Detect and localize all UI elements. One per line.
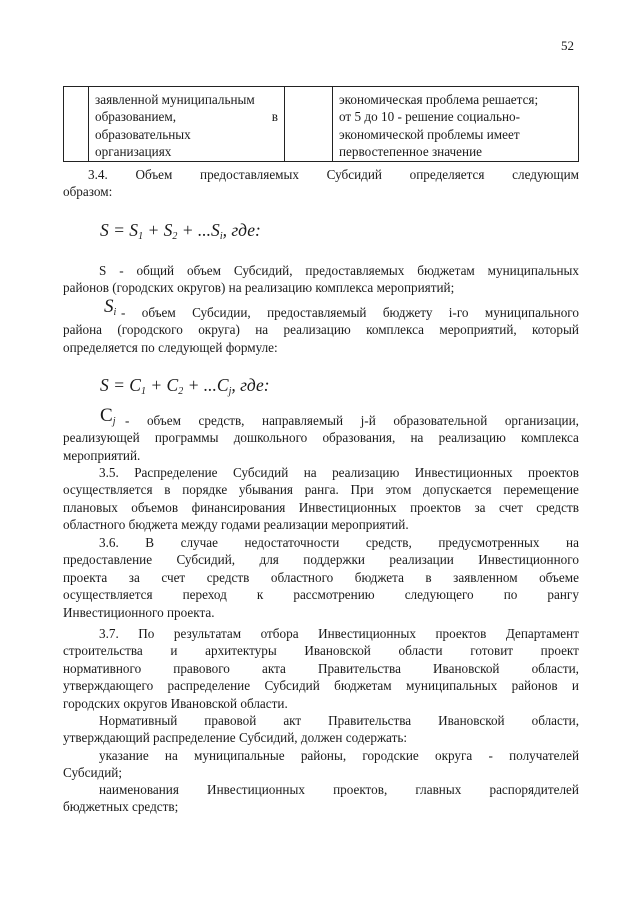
symbol-cj: $C_j$ — [100, 405, 116, 427]
list-item-recipients: указание на муниципальные районы, городские округа - получателей Субсидий; — [63, 748, 579, 781]
table-cell-line: экономической проблемы имеет — [339, 126, 520, 142]
table-cell-line: организациях — [95, 144, 172, 160]
paragraph-3-5: 3.5. Распределение Субсидий на реализацию Инвестиционных проектов осуществляется в порядке убывания ранга. При этом допускается перемещение плановых объемов финансирования Инвестиционных проектов за счет средств областного бюджета между годами реализации мероприятий. — [63, 465, 579, 533]
formula-total-subsidy: $S = S_1 + S_2 + ...S_i$, где: — [100, 220, 261, 242]
table-cell-line: первостепенное значение — [339, 144, 483, 160]
definition-s: S - общий объем Субсидий, предоставляемых бюджетам муниципальных районов (городских округов) на реализацию комплекса мероприятий; — [63, 263, 579, 296]
table-cell-line: образовательных — [95, 126, 191, 142]
symbol-si: $S_i$ — [104, 296, 117, 318]
page-number: 52 — [561, 38, 574, 53]
table-divider — [284, 87, 285, 161]
table-divider — [332, 87, 333, 161]
paragraph-3-7: 3.7. По результатам отбора Инвестиционных проектов Департамент строительства и архитектуры Ивановской области готовит проект нормативного правового акта Правительства Ивановской области, утверждающего распределение Субсидий бюджетам муниципальных районов и городских округов Ивановской области. — [63, 626, 579, 711]
paragraph-normative-act: Нормативный правовой акт Правительства Ивановской области, утверждающий распределение Субсидий, должен содержать: — [63, 713, 579, 746]
table-cell-line: от 5 до 10 - решение социально- — [339, 109, 521, 125]
formula-si-subsidy: $S = C_1 + C_2 + ...C_j$, где: — [100, 375, 270, 397]
table-cell-line: заявленной муниципальным — [95, 92, 255, 107]
paragraph-3-4: 3.4. Объем предоставляемых Субсидий определяется следующим — [88, 167, 579, 182]
table-cell-line: образованием, в — [95, 109, 278, 125]
table-divider — [88, 87, 89, 161]
table-cell-description — [339, 91, 571, 161]
criteria-table — [63, 86, 579, 162]
paragraph-3-6: 3.6. В случае недостаточности средств, предусмотренных на предоставление Субсидий, для поддержки реализации Инвестиционного проекта за счет средств областного бюджета в заявленном объеме осуществляется переход к рассмотрению следующего по рангу Инвестиционного проекта. — [63, 535, 579, 620]
table-cell-criterion — [95, 91, 278, 161]
definition-cj: - объем средств, направляемый j-й образовательной организации, реализующей программы дошкольного образования, на реализацию комплекса мероприятий. — [63, 413, 579, 463]
table-cell-line: экономическая проблема решается; — [339, 92, 539, 107]
definition-si: - объем Субсидии, предоставляемый бюджету i-го муниципального района (городского округа) на реализацию комплекса мероприятий, который определяется по следующей формуле: — [63, 305, 579, 355]
paragraph-3-4-continuation: образом: — [63, 184, 113, 199]
list-item-project-names: наименования Инвестиционных проектов, главных распорядителей бюджетных средств; — [63, 782, 579, 815]
